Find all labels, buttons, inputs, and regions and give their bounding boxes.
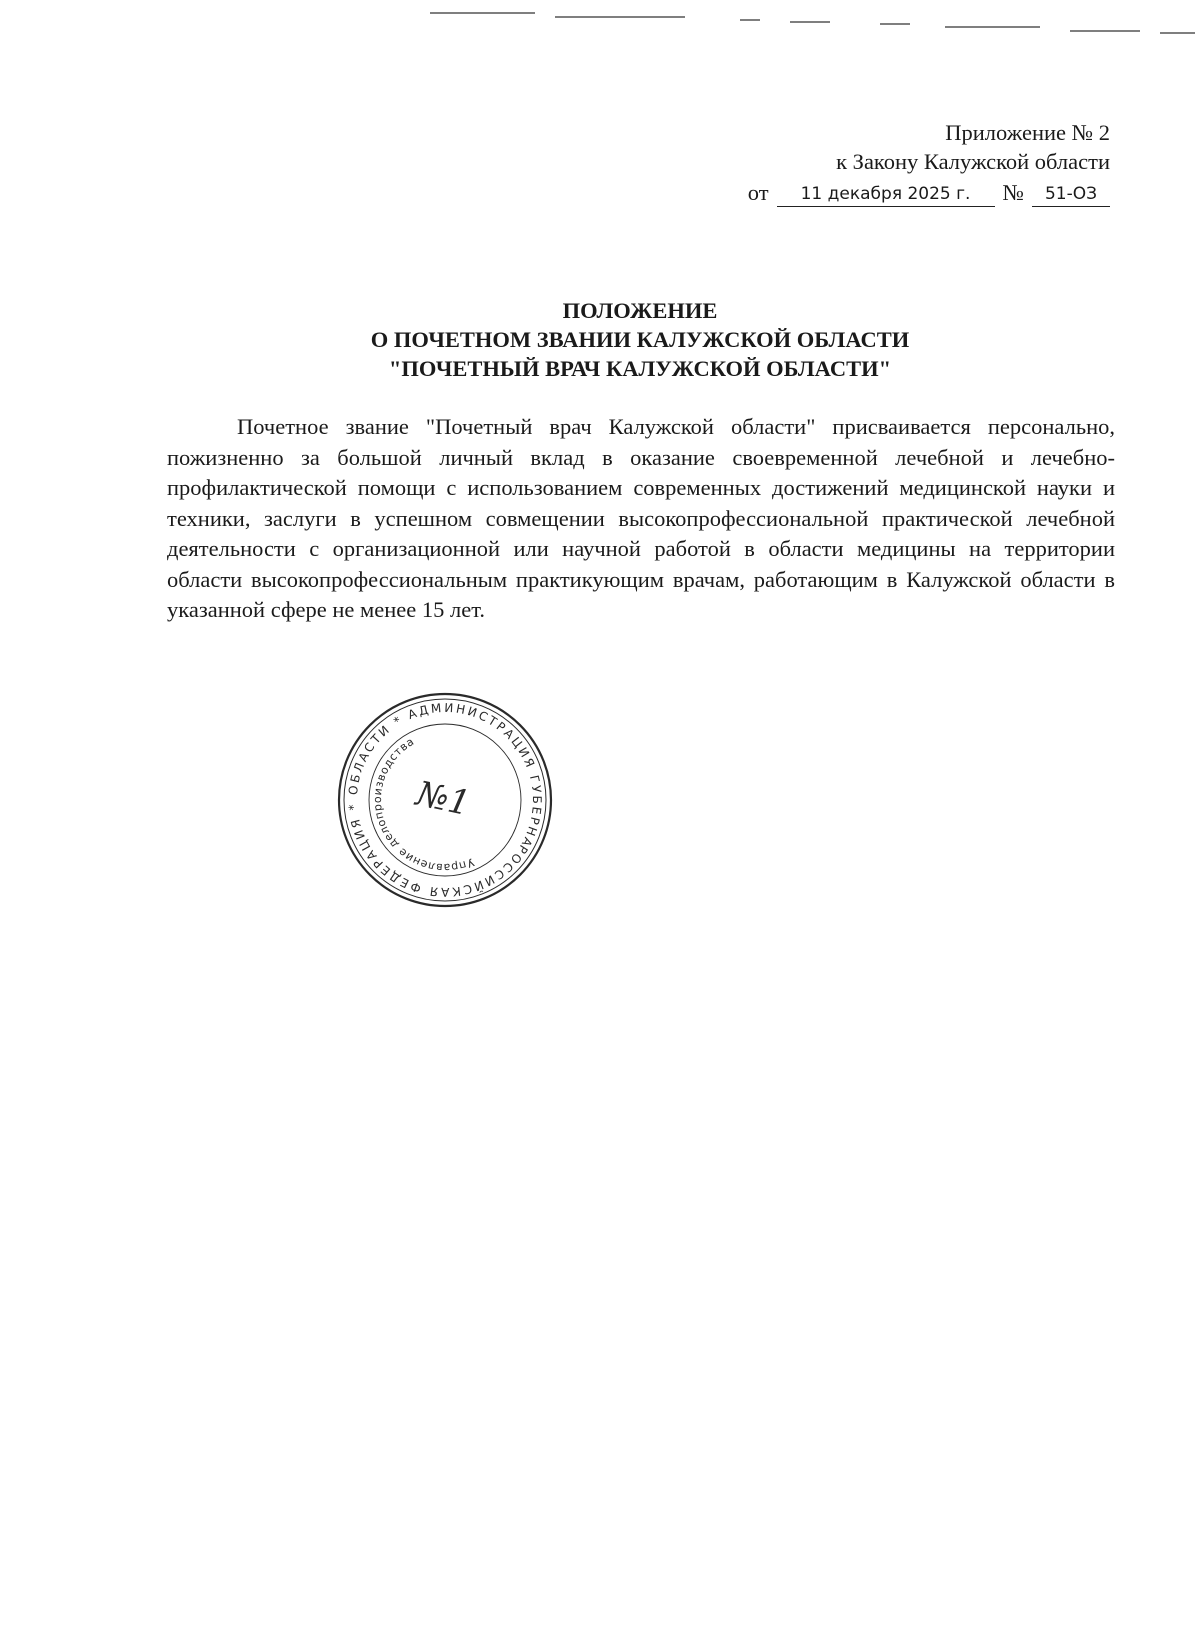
seal-outer-text: РОССИЙСКАЯ ФЕДЕРАЦИЯ * ОБЛАСТИ * АДМИНИСТРАЦИЯ ГУБЕРНАТОРА bbox=[345, 700, 545, 900]
scan-edge-marks bbox=[0, 0, 1200, 40]
title-line-3: "ПОЧЕТНЫЙ ВРАЧ КАЛУЖСКОЙ ОБЛАСТИ" bbox=[388, 356, 892, 381]
law-number: 51-ОЗ bbox=[1032, 183, 1110, 207]
body-paragraph: Почетное звание "Почетный врач Калужской области" присваивается персонально, пожизненно за большой личный вклад в оказание своевременной лечебной и лечебно-профилактической помощи с использованием современных достижений медицинской науки и техники, заслуги в успешном совмещении высокопрофессиональной практической лечебной деятельности с организационной или научной работой в области медицины на территории области высокопрофессиональным практикующим врачам, работающим в Калужской области в указанной сфере не менее 15 лет. bbox=[167, 414, 1115, 622]
official-seal bbox=[335, 690, 555, 910]
appendix-number: Приложение № 2 bbox=[945, 120, 1110, 145]
seal-center-number: №1 bbox=[412, 773, 474, 825]
law-date: 11 декабря 2025 г. bbox=[777, 183, 995, 207]
title-line-2: О ПОЧЕТНОМ ЗВАНИИ КАЛУЖСКОЙ ОБЛАСТИ bbox=[370, 327, 910, 352]
number-label: № bbox=[1002, 180, 1024, 205]
appendix-header bbox=[610, 118, 1110, 207]
document-title bbox=[160, 296, 1120, 383]
registration-line bbox=[610, 178, 1110, 207]
title-line-1: ПОЛОЖЕНИЕ bbox=[562, 298, 718, 323]
seal-inner-text: Управление делопроизводства bbox=[370, 734, 476, 875]
from-label: от bbox=[747, 180, 769, 205]
appendix-law-reference: к Закону Калужской области bbox=[836, 149, 1110, 174]
